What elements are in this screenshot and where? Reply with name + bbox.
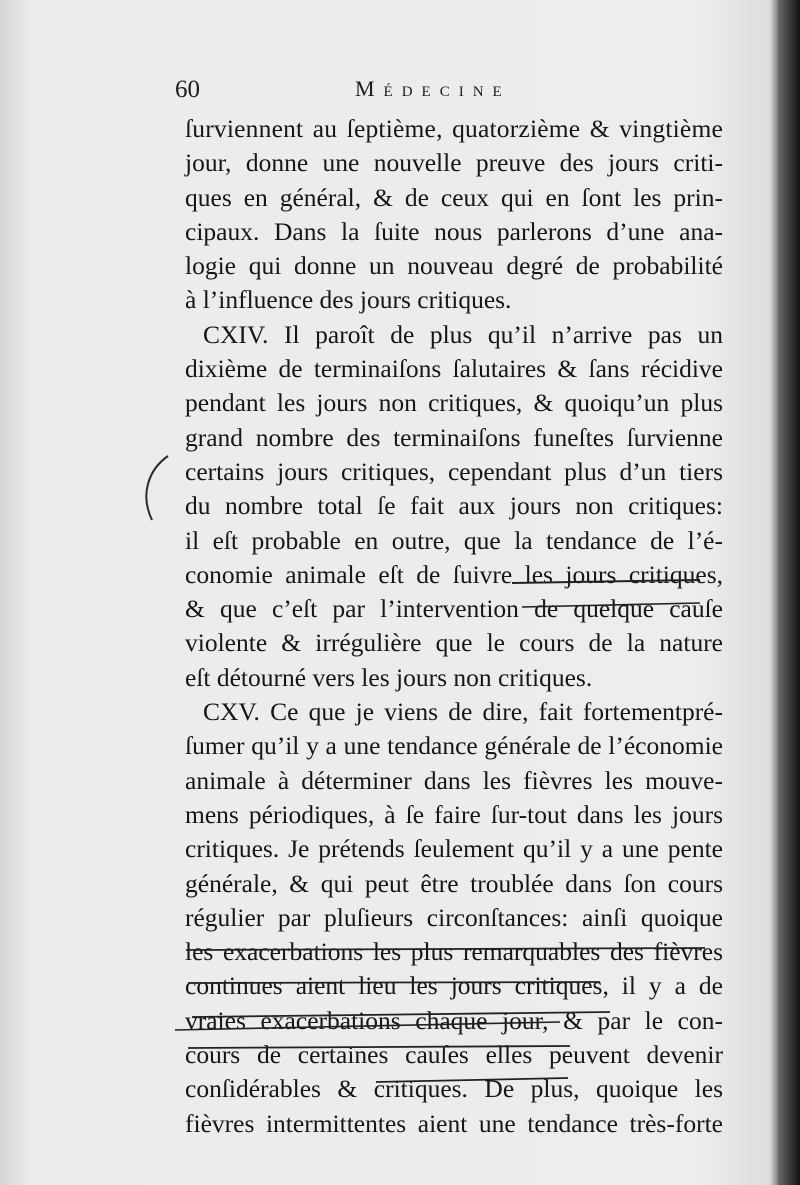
- text-line: certains jours critiques, cependant plus d’un tiers: [185, 456, 723, 486]
- section-heading-line: CXV. Ce que je viens de dire, fait fortementpré-: [203, 697, 723, 727]
- page-header: [175, 76, 735, 110]
- text-line: animale à déterminer dans les fièvres les mouve-: [185, 765, 723, 795]
- text-line: mens périodiques, à ſe faire ſur-tout dans les jours: [185, 799, 723, 829]
- text-line: violente & irrégulière que le cours de la nature: [185, 628, 723, 658]
- text-line: dixième de terminaiſons ſalutaires & ſans récidive: [185, 354, 723, 384]
- text-line: ſumer qu’il y a une tendance générale de l’économie: [185, 731, 723, 761]
- text-line: il eſt probable en outre, que la tendance de l’é-: [185, 525, 723, 555]
- text-line: générale, & qui peut être troublée dans ſon cours: [185, 868, 723, 898]
- text-line: vraies exacerbations chaque jour, & par le con-: [185, 1005, 723, 1035]
- text-line: continues aient lieu les jours critiques, il y a de: [185, 971, 723, 1001]
- running-head: Médecine: [355, 76, 511, 101]
- text-line: à l’influence des jours critiques.: [185, 285, 512, 315]
- text-line: pendant les jours non critiques, & quoiqu’un plus: [185, 388, 723, 418]
- text-line: critiques. Je prétends ſeulement qu’il y a une pente: [185, 834, 723, 864]
- text-line: & que c’eſt par l’intervention de quelque cauſe: [185, 594, 723, 624]
- text-line: cours de certaines cauſes elles peuvent devenir: [185, 1040, 723, 1070]
- page-number: 60: [175, 76, 200, 103]
- text-line: régulier par pluſieurs circonſtances: ainſi quoique: [185, 902, 723, 932]
- text-line: cipaux. Dans la ſuite nous parlerons d’une ana-: [185, 216, 723, 246]
- section-heading-line: CXIV. Il paroît de plus qu’il n’arrive pas un: [203, 319, 723, 349]
- text-line: conſidérables & critiques. De plus, quoique les: [185, 1074, 723, 1104]
- text-line: conomie animale eſt de ſuivre les jours critiques,: [185, 559, 723, 589]
- text-line: du nombre total ſe fait aux jours non critiques:: [185, 491, 723, 521]
- text-line: les exacerbations les plus remarquables des fièvres: [185, 937, 723, 967]
- text-line: jour, donne une nouvelle preuve des jours criti-: [185, 148, 723, 178]
- text-line: grand nombre des terminaiſons funeſtes ſurvienne: [185, 422, 723, 452]
- page-gutter-shadow: [778, 0, 800, 1185]
- text-line: eſt détourné vers les jours non critiques.: [185, 662, 593, 692]
- text-line: ſurviennent au ſeptième, quatorzième & vingtième: [185, 114, 723, 143]
- body-text: [185, 112, 723, 1141]
- text-line: logie qui donne un nouveau degré de probabilité: [185, 251, 723, 281]
- text-line: fièvres intermittentes aient une tendance très-forte: [185, 1108, 723, 1138]
- text-line: ques en général, & de ceux qui en ſont les prin-: [185, 182, 723, 212]
